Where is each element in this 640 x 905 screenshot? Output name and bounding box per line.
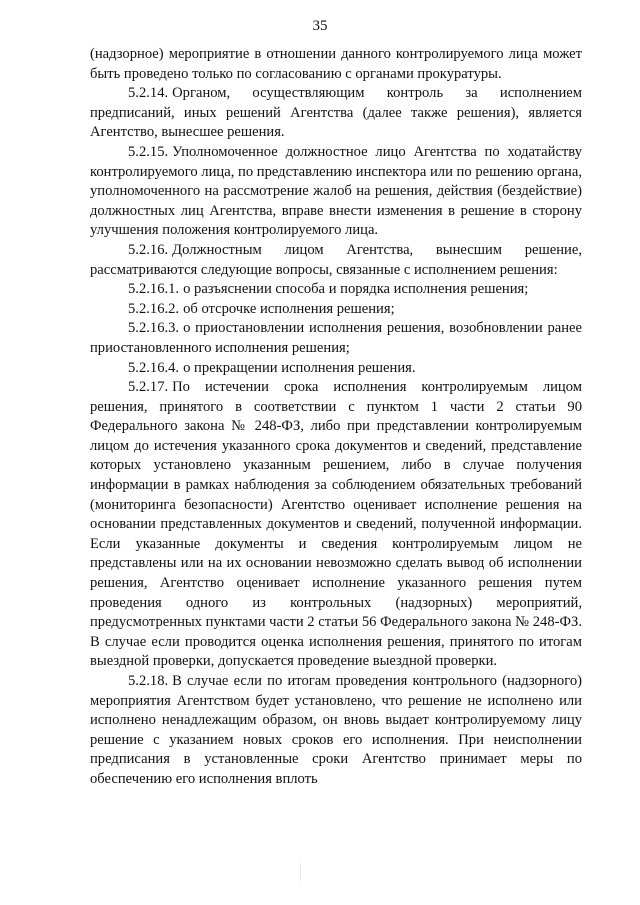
page-number: 35 — [312, 18, 328, 34]
clause-number: 5.2.16.4. — [128, 359, 180, 376]
clause-5-2-15 — [90, 143, 582, 241]
clause-number: 5.2.16.1. — [128, 281, 180, 298]
clause-text: о прекращении исполнения решения. — [183, 359, 416, 376]
clause-number: 5.2.17. — [128, 379, 169, 396]
clause-text: В случае если по итогам проведения контрольного (надзорного) мероприятия Агентством будет установлено, что решение не исполнено или исполнено ненадлежащим образом, он вновь выдает контролируемому лицу решение с указанием новых сроков его исполнения. При неисполнении предписания в установленные сроки Агентство принимает меры по обеспечению его исполнения вплоть — [90, 673, 582, 787]
scan-artifact — [300, 858, 301, 888]
paragraph-text: (надзорное) мероприятие в отношении данного контролируемого лица может быть проведено только по согласованию с органами прокуратуры. — [90, 46, 582, 82]
clause-text: Органом, осуществляющим контроль за исполнением предписаний, иных решений Агентства (далее также решения), является Агентство, вынесшее решения. — [90, 85, 582, 141]
clause-text: Должностным лицом Агентства, вынесшим решение, рассматриваются следующие вопросы, связанные с исполнением решения: — [90, 241, 582, 278]
clause-text: о приостановлении исполнения решения, возобновлении ранее приостановленного исполнения решения; — [90, 320, 582, 356]
clause-text: об отсрочке исполнения решения; — [183, 300, 395, 317]
clause-5-2-18 — [90, 672, 582, 790]
paragraph-continuation — [90, 45, 582, 84]
document-body — [90, 45, 582, 790]
clause-5-2-16-4 — [90, 359, 582, 379]
clause-text: Уполномоченное должностное лицо Агентства по ходатайству контролируемого лица, по представлению инспектора или по решению органа, уполномоченного на рассмотрение жалоб на решения, действия (бездействие) должностных лиц Агентства, вправе внести изменения в решение в сторону улучшения положения контролируемого лица. — [90, 143, 582, 239]
clause-number: 5.2.14. — [128, 85, 169, 102]
clause-number: 5.2.15. — [128, 143, 169, 160]
clause-5-2-16-1 — [90, 280, 582, 300]
clause-5-2-16-3 — [90, 319, 582, 358]
clause-text: По истечении срока исполнения контролируемым лицом решения, принятого в соответствии с пунктом 1 части 2 статьи 90 Федерального закона № 248-ФЗ, либо при представлении контролируемым лицом до истечения указанного срока документов и сведений, представление которых установлено указанным решением, либо в случае получения информации в рамках наблюдения за соблюдением обязательных требований (мониторинга безопасности) Агентство оценивает исполнение решения на основании представленных документов и сведений, полученной информации. Если указанные документы и сведения контролируемым лицом не представлены или на их основании невозможно сделать вывод об исполнении решения, Агентство оценивает исполнение указанного решения путем проведения одного из контрольных (надзорных) мероприятий, предусмотренных пунктами части 2 статьи 56 Федерального закона № 248-ФЗ. В случае если проводится оценка исполнения решения, принятого по итогам выездной проверки, допускается проведение выездной проверки. — [90, 379, 582, 670]
clause-text: о разъяснении способа и порядка исполнения решения; — [183, 281, 529, 298]
clause-5-2-16-2 — [90, 300, 582, 320]
clause-number: 5.2.16.3. — [128, 320, 180, 337]
clause-5-2-16 — [90, 241, 582, 280]
clause-number: 5.2.18. — [128, 673, 169, 689]
clause-number: 5.2.16.2. — [128, 300, 180, 317]
clause-number: 5.2.16. — [128, 241, 169, 258]
clause-5-2-14 — [90, 84, 582, 143]
clause-5-2-17 — [90, 378, 582, 672]
